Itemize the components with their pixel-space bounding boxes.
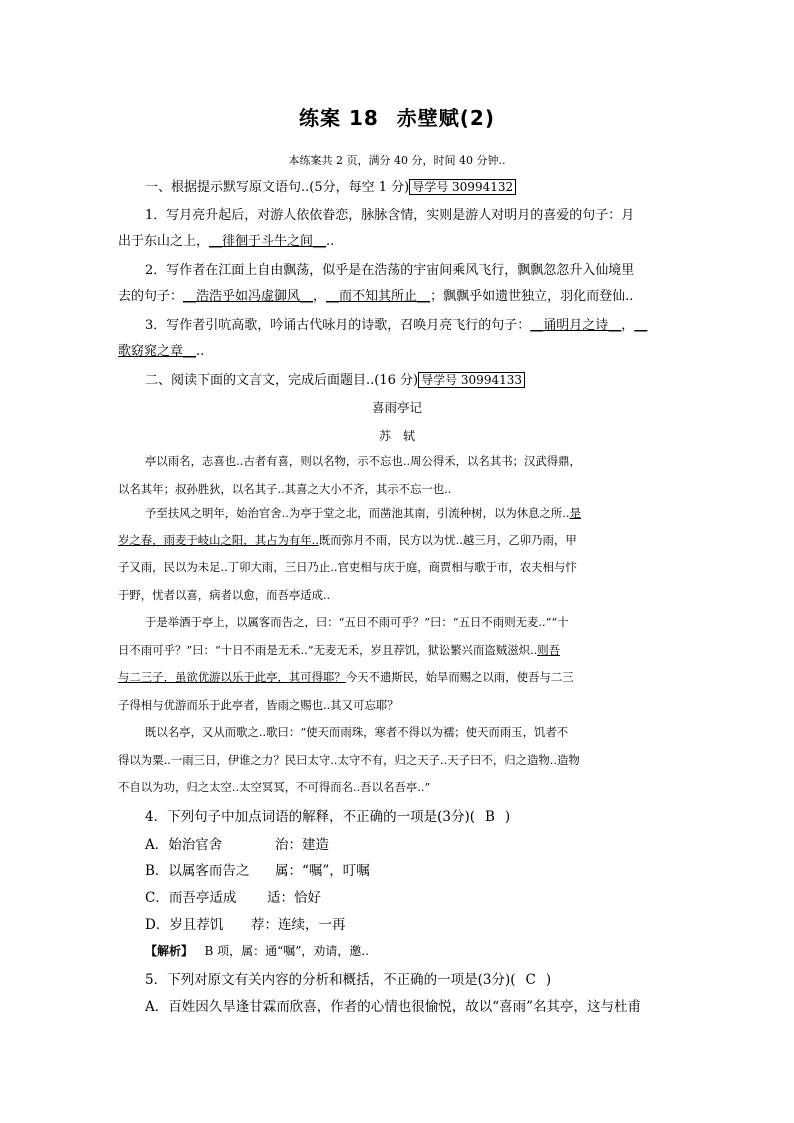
q4-stem-text: 4．下列句子中加点词语的解释，不正确的一项是(3分)(	[145, 809, 475, 825]
p2-text-cont: 既而弥月不雨，民方以为忧..越三月，乙卯乃雨，甲	[318, 533, 577, 547]
q5-answer: C	[525, 972, 536, 988]
q1-prefix: 出于东山之上，	[118, 234, 210, 249]
p3-line1: 于是举酒于亭上，以属客而告之，曰：“五日不雨可乎？”曰：“五日不雨则无麦..”“十	[145, 615, 569, 629]
p1-line2: 以名其年；叔孙胜狄，以名其子..其喜之大小不齐，其示不忘一也..	[118, 482, 452, 496]
q2-answer-2: __而不知其所止__	[326, 289, 431, 304]
q2-line2	[118, 288, 678, 306]
guide-number-2: 导学号 30994133	[418, 372, 525, 388]
q3-answer-2: 歌窈窕之章__	[118, 344, 197, 359]
q4-analysis	[145, 942, 369, 959]
q2-comma: ，	[313, 289, 327, 304]
p2-line4: 于野，忧者以喜，病者以愈，而吾亭适成..	[118, 588, 331, 602]
q3-line1	[145, 317, 678, 335]
q4-option-d	[145, 913, 346, 933]
q4-option-c-label: C．而吾亭适成	[145, 890, 237, 906]
q3-comma: ，	[621, 318, 635, 333]
p3-text-cont: 今天不遗斯民，始旱而赐之以雨，使吾与二三	[345, 670, 574, 684]
title-sub: 赤壁赋(2)	[396, 106, 495, 130]
q5-stem-text: 5．下列对原文有关内容的分析和概括，不正确的一项是(3分)(	[145, 972, 516, 988]
q5-stem	[145, 968, 551, 988]
q5-close: )	[545, 972, 552, 988]
essay-author: 苏 轼	[378, 429, 415, 443]
analysis-text: B 项，属：通“嘱”，劝请，邀..	[204, 944, 370, 958]
p3-text: 日不雨可乎？”曰：“十日不雨是无禾..”无麦无禾，岁且荐饥，狱讼繁兴而盗贼滋炽..	[118, 643, 538, 657]
q4-stem	[145, 805, 510, 825]
p3-underlined-sentence: 与二三子，虽欲优游以乐于此亭，其可得耶？	[118, 670, 346, 684]
p2-line3: 子又雨，民以为未足..丁卯大雨，三日乃止..官吏相与庆于庭，商贾相与歌于市，农夫相与忭	[118, 560, 577, 574]
p3-line3	[118, 669, 678, 685]
p4-line1: 既以名亭，又从而歌之..歌曰：“使天而雨珠，寒者不得以为襦；使天而雨玉，饥者不	[145, 725, 569, 739]
q3-line2	[118, 343, 678, 361]
p4-line2: 得以为粟..一雨三日，伊谁之力？民曰太守..太守不有，归之天子..天子曰不，归之造物..造物	[118, 753, 580, 767]
exam-info: 本练案共 2 页，满分 40 分，时间 40 分钟..	[288, 154, 506, 167]
q3-answer-1: __诵明月之诗__	[530, 318, 622, 333]
q4-option-b-text: 属：“嘱”，叮嘱	[275, 863, 370, 879]
guide-number-1: 导学号 30994132	[409, 179, 516, 195]
q3-blank: __	[634, 318, 648, 333]
q4-close: )	[504, 809, 511, 825]
p2-line1	[145, 505, 678, 521]
p2-text: 予至扶风之明年，始治官舍..为亭于堂之北，而凿池其南，引流种树，以为休息之所..	[145, 506, 570, 520]
q1-line1: 1．写月亮升起后，对游人依依眷恋，脉脉含情，实则是游人对明月的喜爱的句子：月	[145, 208, 635, 223]
section2-heading	[145, 371, 678, 390]
p4-line3: 不自以为功，归之太空..太空冥冥，不可得而名..吾以名吾亭..”	[118, 780, 431, 794]
q3-prefix: 3．写作者引吭高歌，吟诵古代咏月的诗歌，召唤月亮飞行的句子：	[145, 318, 531, 333]
essay-title: 喜雨亭记	[371, 400, 422, 415]
q2-answer-1: __浩浩乎如冯虚御风__	[183, 289, 314, 304]
p3-line4: 子得相与优游而乐于此亭者，皆雨之赐也..其又可忘耶？	[118, 698, 399, 712]
q3-suffix: ..	[196, 344, 205, 359]
analysis-label: 【解析】	[145, 944, 194, 958]
title-main: 练案 18	[299, 106, 379, 130]
q1-answer: __徘徊于斗牛之间__	[209, 234, 327, 249]
q4-option-c-text: 适：恰好	[267, 890, 321, 906]
q4-option-b-label: B．以属客而告之	[145, 863, 250, 879]
p3-underline-start: 则吾	[537, 643, 561, 657]
q5-option-a: A．百姓因久旱逢甘霖而欣喜，作者的心情也很愉悦，故以“喜雨”名其亭，这与杜甫	[145, 999, 642, 1015]
q1-line2	[118, 233, 678, 251]
q4-answer: B	[484, 809, 495, 825]
q4-option-b	[145, 859, 370, 879]
p2-line2	[118, 532, 678, 548]
q4-option-d-label: D．岁且荐饥	[145, 917, 224, 933]
section1-heading	[145, 178, 678, 197]
q2-line1: 2．写作者在江面上自由飘荡，似乎是在浩荡的宇宙间乘风飞行，飘飘忽忽升入仙境里	[145, 263, 635, 278]
page-title	[0, 102, 794, 131]
p2-underlined-sentence: 岁之春，雨麦于岐山之阳，其占为有年..	[118, 533, 319, 547]
p1-line1: 亭以雨名，志喜也..古者有喜，则以名物，示不忘也..周公得禾，以名其书；汉武得鼎，	[145, 454, 581, 468]
q4-option-a-label: A．始治官舍	[145, 837, 223, 853]
q4-option-a	[145, 833, 329, 853]
q4-option-a-text: 治：建造	[275, 837, 329, 853]
section1-heading-text: 一、根据提示默写原文语句..(5分，每空 1 分)	[145, 180, 410, 195]
q1-suffix: ..	[326, 234, 335, 249]
section2-heading-text: 二、阅读下面的文言文，完成后面题目..(16 分)	[145, 373, 419, 388]
q4-option-d-text: 荐：连续，一再	[251, 917, 346, 933]
p3-line2	[118, 642, 678, 658]
q2-suffix: ；飘飘乎如遗世独立，羽化而登仙..	[430, 289, 634, 304]
q2-prefix: 去的句子：	[118, 289, 184, 304]
p2-underline-start: 是	[569, 506, 581, 520]
q4-option-c	[145, 886, 321, 906]
